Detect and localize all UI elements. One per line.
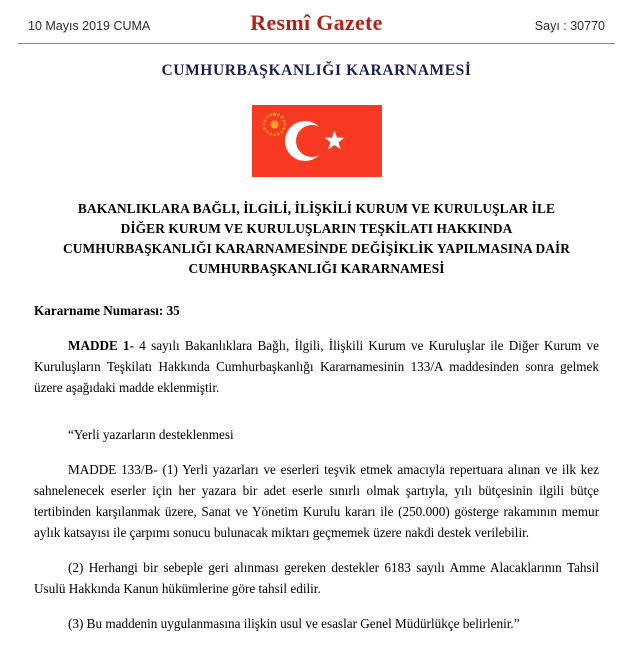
article-133b-paragraph-3: (3) Bu maddenin uygulanmasına ilişkin usul ve esaslar Genel Müdürlükçe belirlenir.”	[68, 616, 520, 631]
five-pointed-star-icon	[324, 130, 345, 151]
publication-date: 10 Mayıs 2019 CUMA	[28, 19, 151, 33]
page-title-line-2: DİĞER KURUM VE KURULUŞLARIN TEŞKİLATI HAKKINDA	[120, 221, 513, 236]
issue-number: Sayı : 30770	[534, 19, 605, 33]
header-divider	[18, 43, 615, 44]
article-1-label: MADDE 1-	[68, 338, 135, 353]
page-title-line-4: CUMHURBAŞKANLIĞI KARARNAMESİ	[188, 261, 445, 276]
gazette-masthead-title: Resmî Gazete	[250, 10, 383, 35]
presidential-sun-emblem-icon	[261, 111, 288, 138]
article-133b-paragraph-2: (2) Herhangi bir sebeple geri alınması gereken destekler 6183 sayılı Amme Alacaklarının Tahsil Usulü Hakkında Kanun hükümlerine göre tahsil edilir.	[34, 560, 599, 596]
article-1-paragraph	[34, 335, 599, 398]
page-title-line-1: BAKANLIKLARA BAĞLI, İLGİLİ, İLİŞKİLİ KURUM VE KURULUŞLAR İLE	[77, 201, 556, 216]
masthead	[0, 0, 633, 36]
quoted-article-heading: “Yerli yazarların desteklenmesi	[68, 427, 234, 442]
document-kind-heading: CUMHURBAŞKANLIĞI KARARNAMESİ	[161, 62, 472, 79]
flag-container	[0, 105, 633, 177]
turkish-presidential-flag-icon	[252, 105, 382, 177]
article-133b-paragraph-1: MADDE 133/B- (1) Yerli yazarları ve eserleri teşvik etmek amacıyla repertuara alınan ve ilk kez sahnelenecek eserler için her yazara bir adet eserle sınırlı olmak şartıyla, yılı bütçesinin ilgili bütçe tertibinden karşılanmak üzere, Sanat ve Yönetim Kurulu kararı ile (250.000) gösterge rakamının memur aylık katsayısı ile çarpımı sonucu bulunacak miktarı geçmemek üzere nakdi destek verilebilir.	[34, 462, 599, 540]
decree-number: Kararname Numarası: 35	[34, 303, 180, 318]
article-1-text: 4 sayılı Bakanlıklara Bağlı, İlgili, İlişkili Kurum ve Kuruluşlar ile Diğer Kurum ve Kuruluşların Teşkilatı Hakkında Cumhurbaşkanlığı Kararnamesinin 133/A maddesinden sonra gelmek üzere aşağıdaki madde eklenmiştir.	[34, 338, 599, 395]
page-title	[34, 199, 599, 279]
document-body	[34, 303, 599, 634]
page-title-line-3: CUMHURBAŞKANLIĞI KARARNAMESİNDE DEĞİŞİKLİK YAPILMASINA DAİR	[62, 241, 571, 256]
